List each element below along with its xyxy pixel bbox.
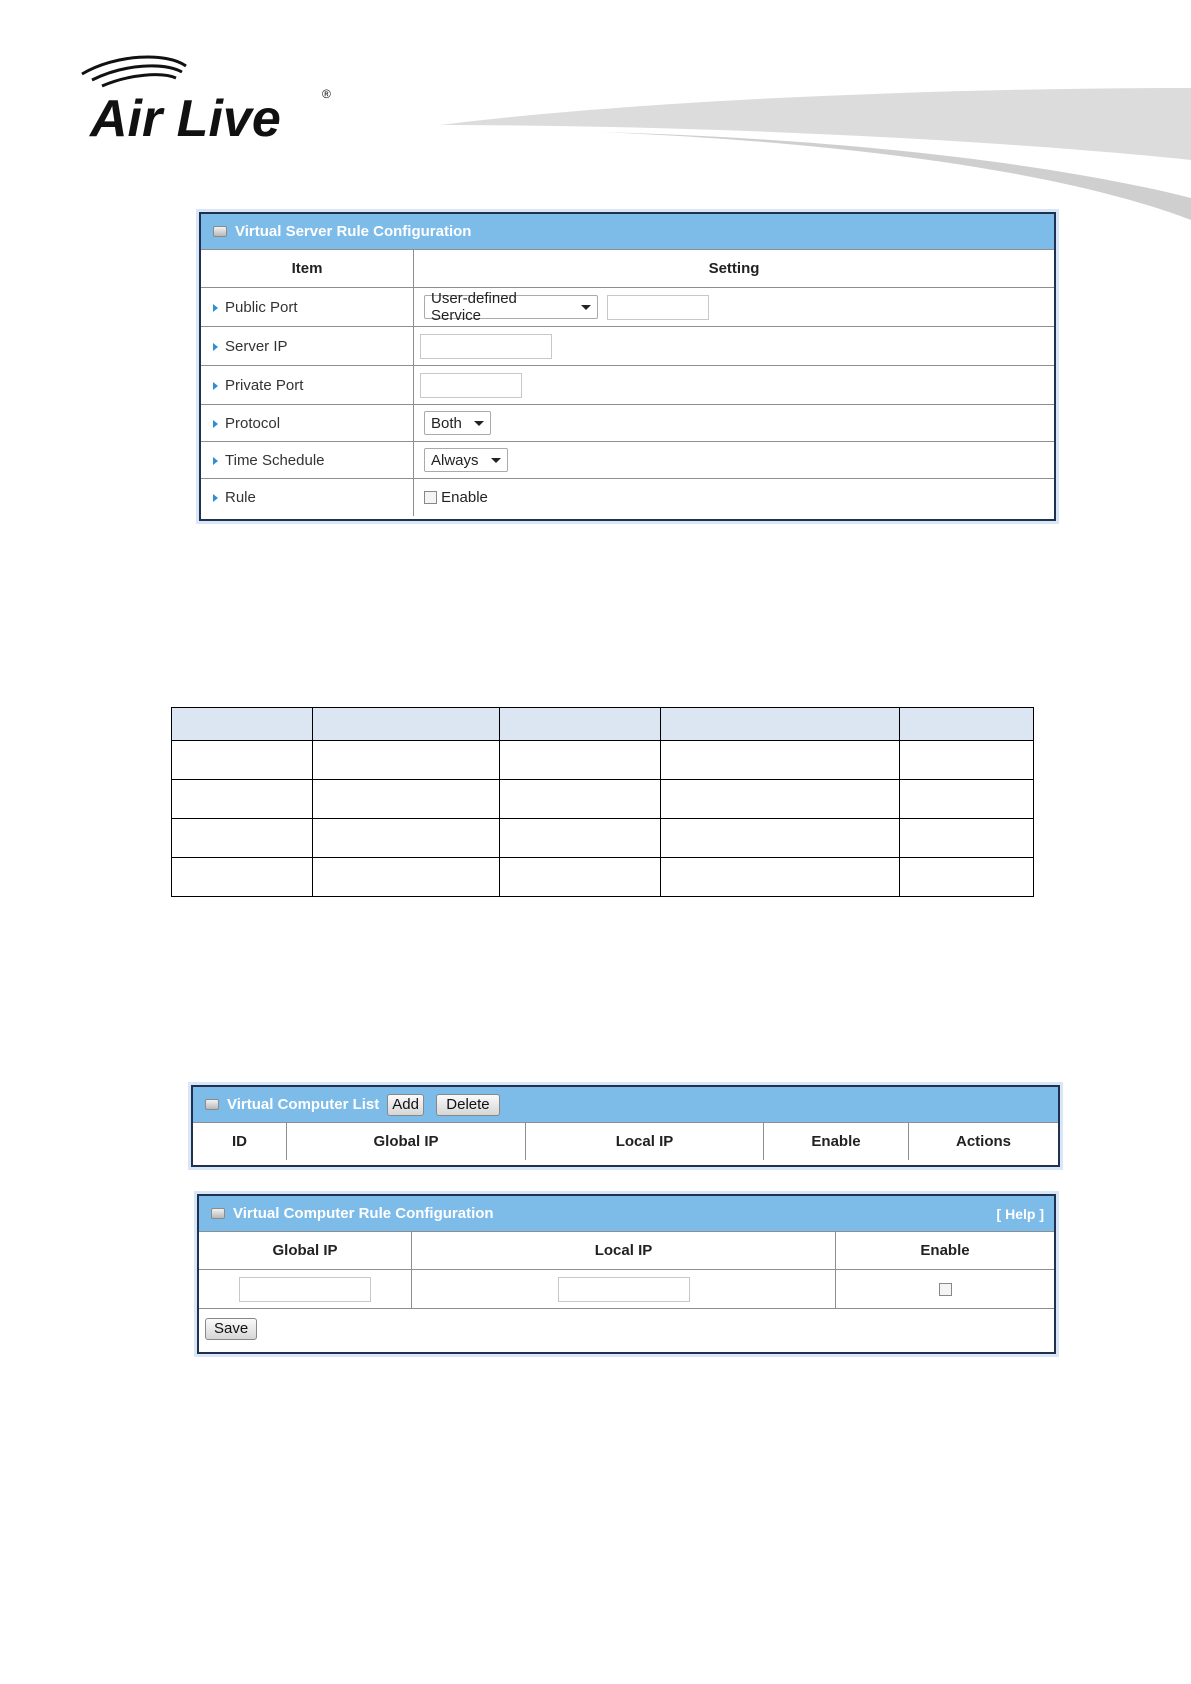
global-ip-input[interactable] [239, 1277, 371, 1302]
delete-button[interactable]: Delete [436, 1094, 500, 1116]
rule-enable-label: Enable [441, 488, 488, 506]
table-header-cell [900, 708, 1034, 741]
panel-icon [213, 226, 227, 237]
arrow-right-icon [213, 343, 218, 351]
protocol-select[interactable]: Both [424, 411, 491, 435]
header-swoosh [440, 80, 1191, 220]
enable-checkbox[interactable] [939, 1283, 952, 1296]
svg-text:®: ® [322, 87, 331, 101]
public-port-service-select[interactable]: User-defined Service [424, 295, 598, 319]
help-link[interactable]: [ Help ] [996, 1205, 1044, 1222]
virtual-server-rule-panel [199, 212, 1056, 521]
arrow-right-icon [213, 457, 218, 465]
row-label-server-ip: Server IP [201, 327, 414, 366]
column-header-global-ip: Global IP [287, 1123, 526, 1161]
panel-icon [211, 1208, 225, 1219]
server-ip-input[interactable] [420, 334, 552, 359]
panel-header [199, 1196, 1054, 1231]
add-button[interactable]: Add [387, 1094, 424, 1116]
column-header-global-ip: Global IP [199, 1232, 412, 1270]
table-row [172, 819, 1034, 858]
table-header-cell [172, 708, 313, 741]
row-label-time-schedule: Time Schedule [201, 442, 414, 479]
virtual-computer-rule-panel [197, 1194, 1056, 1354]
chevron-down-icon [474, 421, 484, 426]
column-header-setting: Setting [414, 250, 1055, 288]
column-header-local-ip: Local IP [526, 1123, 764, 1161]
table-row [172, 858, 1034, 897]
row-label-public-port: Public Port [201, 288, 414, 327]
panel-header [193, 1087, 1058, 1122]
private-port-input[interactable] [420, 373, 522, 398]
column-header-local-ip: Local IP [412, 1232, 836, 1270]
table-row [172, 780, 1034, 819]
table-header-cell [500, 708, 661, 741]
empty-table [171, 707, 1034, 897]
airlive-logo [76, 54, 366, 144]
table-header-cell [313, 708, 500, 741]
arrow-right-icon [213, 494, 218, 502]
rule-enable-checkbox[interactable] [424, 491, 437, 504]
column-header-item: Item [201, 250, 414, 288]
table-row [172, 741, 1034, 780]
column-header-actions: Actions [909, 1123, 1059, 1161]
local-ip-input[interactable] [558, 1277, 690, 1302]
panel-header [201, 214, 1054, 249]
svg-text:Air Live: Air Live [90, 90, 281, 144]
row-label-private-port: Private Port [201, 366, 414, 405]
row-label-protocol: Protocol [201, 405, 414, 442]
arrow-right-icon [213, 382, 218, 390]
arrow-right-icon [213, 304, 218, 312]
virtual-computer-list-table [193, 1122, 1058, 1160]
virtual-computer-rule-table [199, 1231, 1054, 1349]
column-header-id: ID [193, 1123, 287, 1161]
virtual-server-rule-table [201, 249, 1054, 516]
table-header-cell [661, 708, 900, 741]
panel-title: Virtual Server Rule Configuration [235, 223, 472, 240]
virtual-computer-list-panel [191, 1085, 1060, 1167]
chevron-down-icon [491, 458, 501, 463]
column-header-enable: Enable [836, 1232, 1055, 1270]
row-label-rule: Rule [201, 479, 414, 516]
column-header-enable: Enable [764, 1123, 909, 1161]
panel-title: Virtual Computer Rule Configuration [233, 1205, 494, 1222]
chevron-down-icon [581, 305, 591, 310]
panel-icon [205, 1099, 219, 1110]
arrow-right-icon [213, 420, 218, 428]
public-port-input[interactable] [607, 295, 709, 320]
time-schedule-select[interactable]: Always [424, 448, 508, 472]
panel-title: Virtual Computer List [227, 1096, 380, 1113]
save-button[interactable]: Save [205, 1318, 257, 1340]
